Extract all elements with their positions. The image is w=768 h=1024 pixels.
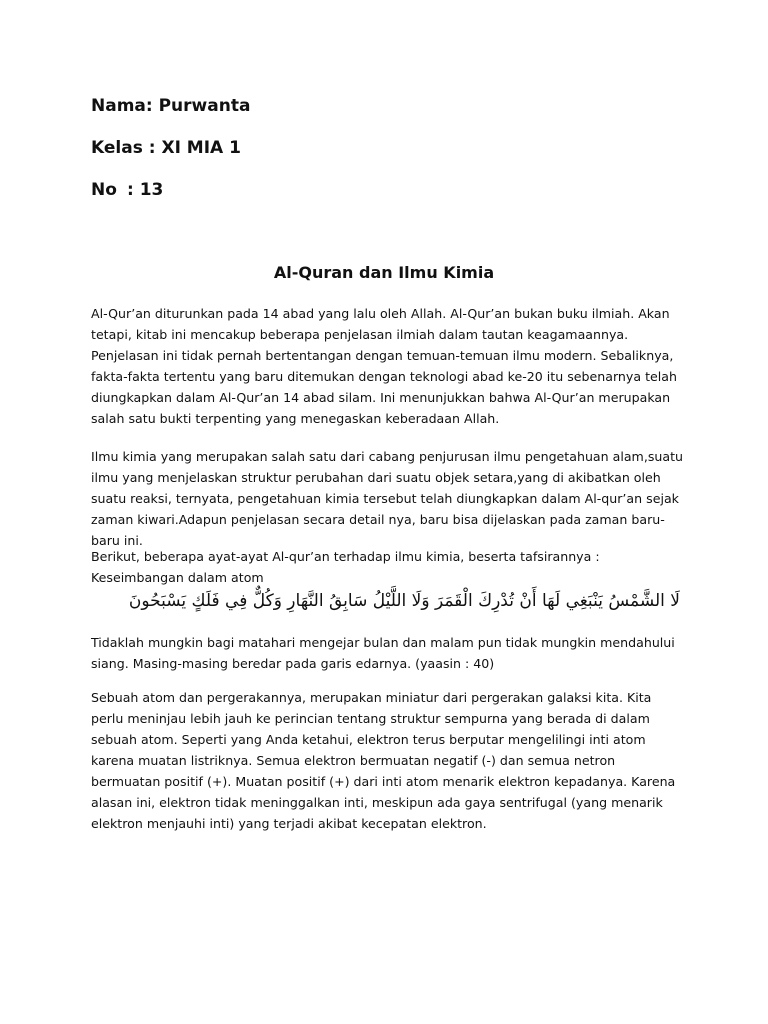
paragraph-verse-translation: Tidaklah mungkin bagi matahari mengejar bulan dan malam pun tidak mungkin mendahului siang. Masing-masing beredar pada garis edarnya. (yaasin : 40)	[91, 635, 675, 671]
verses-intro-line: Berikut, beberapa ayat-ayat Al-qur’an terhadap ilmu kimia, beserta tafsirannya :	[91, 549, 600, 564]
arabic-verse: لَا الشَّمْسُ يَنْبَغِي لَهَا أَنْ تُدْرِكَ الْقَمَرَ وَلَا اللَّيْلُ سَابِقُ النَّهَارِ وَكُلٌّ فِي فَلَكٍ يَسْبَحُونَ	[128, 591, 680, 611]
student-number	[91, 180, 163, 200]
student-number-value: : 13	[127, 180, 164, 200]
student-class: Kelas : XI MIA 1	[91, 138, 241, 158]
paragraph-intro: Al-Qur’an diturunkan pada 14 abad yang lalu oleh Allah. Al-Qur’an bukan buku ilmiah. Akan tetapi, kitab ini mencakup beberapa penjelasan ilmiah dalam tautan keagamaannya. Penjelasan ini tidak pernah bertentangan dengan temuan-temuan ilmu modern. Sebaliknya, fakta-fakta tertentu yang baru ditemukan dengan teknologi abad ke-20 itu sebenarnya telah diungkapkan dalam Al-Qur’an 14 abad silam. Ini menunjukkan bahwa Al-Qur’an merupakan salah satu bukti terpenting yang menegaskan keberadaan Allah.	[91, 306, 677, 426]
section-subheading: Keseimbangan dalam atom	[91, 570, 264, 585]
student-name: Nama: Purwanta	[91, 96, 251, 116]
paragraph-atom: Sebuah atom dan pergerakannya, merupakan miniatur dari pergerakan galaksi kita. Kita perlu meninjau lebih jauh ke perincian tentang struktur sempurna yang berada di dalam sebuah atom. Seperti yang Anda ketahui, elektron terus berputar mengelilingi inti atom karena muatan listriknya. Semua elektron bermuatan negatif (-) dan semua netron bermuatan positif (+). Muatan positif (+) dari inti atom menarik elektron kepadanya. Karena alasan ini, elektron tidak meninggalkan inti, meskipun ada gaya sentrifugal (yang menarik elektron menjauhi inti) yang terjadi akibat kecepatan elektron.	[91, 690, 676, 831]
paragraph-chemistry: Ilmu kimia yang merupakan salah satu dari cabang penjurusan ilmu pengetahuan alam,suatu ilmu yang menjelaskan struktur perubahan dari suatu objek setara,yang di akibatkan oleh suatu reaksi, ternyata, pengetahuan kimia tersebut telah diungkapkan dalam Al-qur’an sejak zaman kiwari.Adapun penjelasan secara detail nya, baru bisa dijelaskan pada zaman baru-baru ini.	[91, 449, 684, 548]
student-number-label: No	[91, 180, 117, 200]
document-title: Al-Quran dan Ilmu Kimia	[273, 263, 495, 282]
paragraph-verses-intro	[91, 546, 685, 588]
